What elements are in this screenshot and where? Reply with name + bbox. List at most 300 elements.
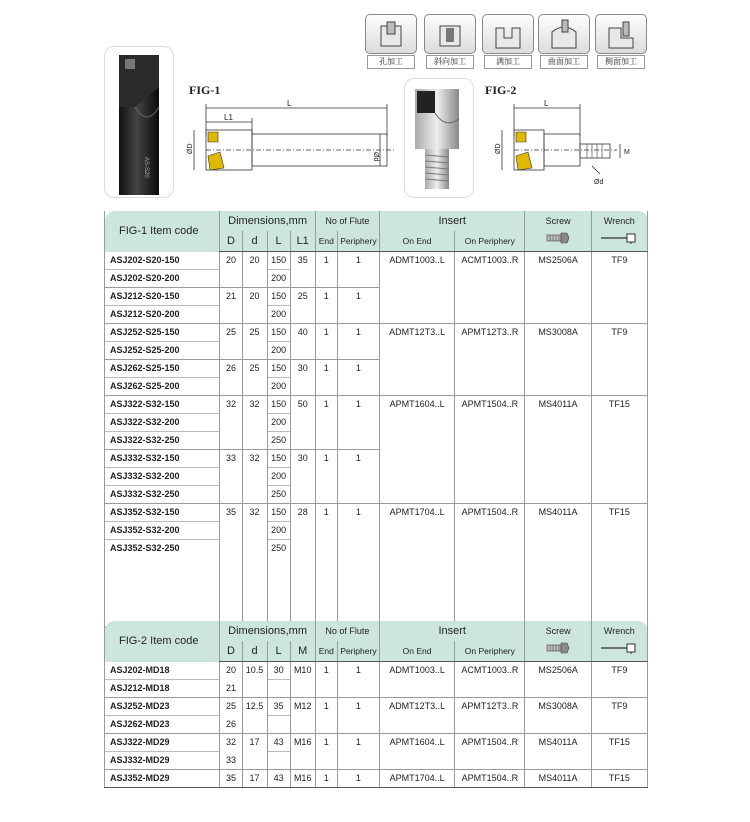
cell	[591, 342, 647, 360]
fig1-dim-L: L	[287, 99, 292, 108]
sub-header-1: D	[220, 231, 242, 252]
cell: 1	[337, 396, 379, 414]
item-code: ASJ332-S32-150	[105, 450, 220, 468]
cell: 35	[267, 698, 290, 716]
screw-icon-cell	[525, 641, 591, 662]
cell	[267, 680, 290, 698]
insert-header: Insert	[379, 211, 525, 231]
cell	[315, 522, 337, 540]
table-row	[105, 522, 648, 540]
cell	[379, 752, 454, 770]
empty-cell	[337, 557, 379, 628]
cell: 1	[315, 360, 337, 378]
cell: 1	[315, 770, 337, 788]
item-code: ASJ262-S25-200	[105, 378, 220, 396]
operation-5	[595, 14, 647, 68]
cell: MS3008A	[525, 698, 591, 716]
sub-header-2: d	[242, 641, 267, 662]
cell	[455, 342, 525, 360]
cell: 43	[267, 770, 290, 788]
table-row	[105, 396, 648, 414]
flute-header: No of Flute	[315, 621, 379, 641]
sub-header-4: M	[290, 641, 315, 662]
cell	[242, 414, 267, 432]
operation-label: 孔加工	[367, 55, 415, 69]
cell	[337, 522, 379, 540]
item-code: ASJ322-S32-250	[105, 432, 220, 450]
cell	[379, 414, 454, 432]
cell: 150	[267, 324, 290, 342]
empty-cell	[455, 557, 525, 628]
empty-cell	[290, 557, 315, 628]
table-row	[105, 504, 648, 522]
dimensions-header: Dimensions,mm	[220, 211, 315, 231]
flute-header: No of Flute	[315, 211, 379, 231]
cell	[242, 270, 267, 288]
table-row	[105, 342, 648, 360]
cell: 35	[290, 252, 315, 270]
item-code: ASJ352-S32-200	[105, 522, 220, 540]
cell	[379, 270, 454, 288]
cell	[242, 680, 267, 698]
item-code: ASJ252-S25-200	[105, 342, 220, 360]
cell	[591, 378, 647, 396]
empty-cell	[591, 557, 647, 628]
cell: 32	[242, 504, 267, 522]
cell	[379, 378, 454, 396]
cell: APMT1504..R	[455, 396, 525, 414]
cell: 1	[315, 396, 337, 414]
cell	[315, 540, 337, 558]
cell	[525, 414, 591, 432]
cell: 32	[242, 450, 267, 468]
cell	[591, 522, 647, 540]
cell: 200	[267, 414, 290, 432]
svg-text:AS-S20: AS-S20	[143, 157, 149, 178]
cell: 21	[220, 288, 242, 306]
cell: APMT1504..R	[455, 734, 525, 752]
cell: 33	[220, 752, 242, 770]
cell: APMT1704..L	[379, 504, 454, 522]
sub-header-6: Periphery	[337, 641, 379, 662]
cell: APMT1604..L	[379, 734, 454, 752]
cell	[315, 270, 337, 288]
operation-2	[424, 14, 476, 68]
cell: 30	[290, 360, 315, 378]
cell	[315, 468, 337, 486]
holder-image	[405, 79, 473, 197]
cell: ACMT1003..R	[455, 252, 525, 270]
cell: MS4011A	[525, 396, 591, 414]
cell	[337, 752, 379, 770]
cell: 1	[337, 770, 379, 788]
cell: TF9	[591, 324, 647, 342]
cell	[591, 414, 647, 432]
cell	[379, 716, 454, 734]
cell: 150	[267, 450, 290, 468]
operation-4	[538, 14, 590, 68]
item-code: ASJ252-MD23	[105, 698, 220, 716]
screw-header: Screw	[525, 621, 591, 641]
fig2-dim-D: ØD	[495, 143, 502, 154]
cell: M16	[290, 770, 315, 788]
cell	[290, 522, 315, 540]
cell	[455, 288, 525, 306]
cell	[267, 752, 290, 770]
table-row	[105, 468, 648, 486]
cell	[315, 486, 337, 504]
cell: 1	[315, 450, 337, 468]
cell: 250	[267, 486, 290, 504]
cell	[591, 360, 647, 378]
cell	[220, 270, 242, 288]
cell	[315, 414, 337, 432]
table-row	[105, 680, 648, 698]
cell	[337, 306, 379, 324]
sub-header-8: On Periphery	[455, 641, 525, 662]
screw-icon-cell	[525, 231, 591, 252]
cell: 25	[220, 698, 242, 716]
table-row	[105, 414, 648, 432]
item-code: ASJ212-S20-200	[105, 306, 220, 324]
cell	[220, 486, 242, 504]
item-code: ASJ262-MD23	[105, 716, 220, 734]
cell	[525, 486, 591, 504]
wrench-header: Wrench	[591, 211, 647, 231]
operation-1	[365, 14, 417, 68]
empty-cell	[242, 557, 267, 628]
cell: APMT1604..L	[379, 396, 454, 414]
cell: APMT12T3..R	[455, 698, 525, 716]
cell: 1	[315, 734, 337, 752]
cell: 25	[220, 324, 242, 342]
cell	[220, 378, 242, 396]
operation-label: 曲面加工	[540, 55, 588, 69]
screw-icon	[545, 232, 571, 244]
table-row	[105, 752, 648, 770]
table-row	[105, 360, 648, 378]
cell: APMT1704..L	[379, 770, 454, 788]
cell	[337, 432, 379, 450]
cell	[315, 306, 337, 324]
cell: 200	[267, 306, 290, 324]
cell: 1	[315, 504, 337, 522]
cell	[290, 716, 315, 734]
cell: 1	[337, 504, 379, 522]
item-code: ASJ332-S32-250	[105, 486, 220, 504]
cell	[337, 378, 379, 396]
cell	[290, 378, 315, 396]
wrench-icon	[599, 642, 639, 654]
cell: 150	[267, 504, 290, 522]
item-code-header: FIG-2 Item code	[105, 621, 220, 662]
cell: 1	[315, 324, 337, 342]
curved-surface-machining-icon	[538, 14, 590, 54]
table-row	[105, 734, 648, 752]
cell: MS3008A	[525, 324, 591, 342]
cell: ADMT12T3..L	[379, 698, 454, 716]
item-code: ASJ262-S25-150	[105, 360, 220, 378]
cell	[455, 468, 525, 486]
empty-cell	[379, 557, 454, 628]
sub-header-3: L	[267, 231, 290, 252]
fig2-title: FIG-2	[485, 83, 517, 97]
item-code: ASJ332-S32-200	[105, 468, 220, 486]
table-row	[105, 770, 648, 788]
cell: 150	[267, 288, 290, 306]
cell: 1	[337, 288, 379, 306]
cell: 17	[242, 770, 267, 788]
cell: 25	[290, 288, 315, 306]
cell: 25	[242, 324, 267, 342]
item-code: ASJ352-MD29	[105, 770, 220, 788]
cell	[379, 360, 454, 378]
wrench-icon-cell	[591, 641, 647, 662]
cell: MS2506A	[525, 252, 591, 270]
cell: 1	[315, 288, 337, 306]
cell	[267, 716, 290, 734]
fig1-dim-L1: L1	[224, 113, 233, 122]
cell	[290, 680, 315, 698]
cell	[455, 680, 525, 698]
table-row	[105, 288, 648, 306]
cell	[379, 306, 454, 324]
cell	[242, 752, 267, 770]
sub-header-2: d	[242, 231, 267, 252]
cell	[525, 450, 591, 468]
cell: 28	[290, 504, 315, 522]
cell: 32	[242, 396, 267, 414]
cell	[337, 486, 379, 504]
cell	[242, 522, 267, 540]
cell: 32	[220, 396, 242, 414]
cell: 200	[267, 468, 290, 486]
cell: 20	[242, 252, 267, 270]
cell	[379, 486, 454, 504]
cell	[315, 716, 337, 734]
end-mill-image	[105, 47, 173, 197]
item-code: ASJ332-MD29	[105, 752, 220, 770]
table-row	[105, 378, 648, 396]
sub-header-1: D	[220, 641, 242, 662]
cell: 150	[267, 360, 290, 378]
cell: 26	[220, 360, 242, 378]
cell	[525, 680, 591, 698]
cell	[290, 306, 315, 324]
cell	[525, 540, 591, 558]
cell: 35	[220, 770, 242, 788]
cell	[242, 342, 267, 360]
cell	[455, 540, 525, 558]
table-row	[105, 324, 648, 342]
cell	[525, 342, 591, 360]
wrench-header: Wrench	[591, 621, 647, 641]
cell: APMT1504..R	[455, 504, 525, 522]
sub-header-6: Periphery	[337, 231, 379, 252]
cell	[379, 450, 454, 468]
table-row	[105, 252, 648, 270]
cell	[220, 522, 242, 540]
hole-machining-icon	[365, 14, 417, 54]
cell	[290, 752, 315, 770]
cell: 1	[337, 324, 379, 342]
cell: 1	[315, 698, 337, 716]
cell: 150	[267, 252, 290, 270]
fig1-drawing	[184, 96, 404, 186]
cell	[455, 450, 525, 468]
fig2-drawing	[492, 96, 642, 186]
cell	[337, 414, 379, 432]
cell	[525, 288, 591, 306]
cell	[315, 342, 337, 360]
item-code: ASJ322-S32-150	[105, 396, 220, 414]
cell	[242, 378, 267, 396]
table-row	[105, 486, 648, 504]
cell	[315, 752, 337, 770]
cell: TF9	[591, 252, 647, 270]
cell	[315, 432, 337, 450]
cell: 17	[242, 734, 267, 752]
cell	[591, 450, 647, 468]
cell: 250	[267, 432, 290, 450]
cell: APMT12T3..R	[455, 324, 525, 342]
cell: ADMT1003..L	[379, 662, 454, 680]
sub-header-4: L1	[290, 231, 315, 252]
cell: M12	[290, 698, 315, 716]
operation-label: 满加工	[484, 55, 532, 69]
insert-header: Insert	[379, 621, 525, 641]
cell	[591, 540, 647, 558]
cell: 30	[267, 662, 290, 680]
cell: ACMT1003..R	[455, 662, 525, 680]
cell	[591, 486, 647, 504]
cell: 20	[220, 662, 242, 680]
cell: TF15	[591, 504, 647, 522]
cell: 26	[220, 716, 242, 734]
table-row	[105, 662, 648, 680]
cell	[379, 522, 454, 540]
cell	[242, 306, 267, 324]
cell	[337, 540, 379, 558]
cell: MS4011A	[525, 504, 591, 522]
cell	[379, 288, 454, 306]
cell: 1	[337, 450, 379, 468]
cell: ADMT12T3..L	[379, 324, 454, 342]
cell: M10	[290, 662, 315, 680]
item-code: ASJ202-S20-200	[105, 270, 220, 288]
cell	[591, 432, 647, 450]
cell	[242, 486, 267, 504]
cell	[220, 414, 242, 432]
item-code: ASJ352-S32-150	[105, 504, 220, 522]
item-code: ASJ212-MD18	[105, 680, 220, 698]
cell	[525, 270, 591, 288]
cell	[337, 716, 379, 734]
fig2-dim-d: Ød	[594, 179, 604, 186]
cell: 200	[267, 522, 290, 540]
sub-header-5: End	[315, 641, 337, 662]
screw-header: Screw	[525, 211, 591, 231]
cell: MS4011A	[525, 734, 591, 752]
cell: 1	[337, 252, 379, 270]
cell	[242, 468, 267, 486]
table-row	[105, 432, 648, 450]
cell: 200	[267, 342, 290, 360]
cell	[379, 342, 454, 360]
cell	[379, 468, 454, 486]
cell	[379, 680, 454, 698]
cell	[379, 432, 454, 450]
cell: MS2506A	[525, 662, 591, 680]
sub-header-8: On Periphery	[455, 231, 525, 252]
cell	[337, 270, 379, 288]
fig2-dim-M: M	[624, 149, 630, 156]
cell	[525, 468, 591, 486]
cell: TF9	[591, 698, 647, 716]
cell	[525, 378, 591, 396]
fig1-dim-D: ØD	[187, 143, 194, 154]
cell	[455, 486, 525, 504]
cell: TF9	[591, 662, 647, 680]
empty-cell	[267, 557, 290, 628]
cell: APMT1504..R	[455, 770, 525, 788]
cell: 43	[267, 734, 290, 752]
cell: 12.5	[242, 698, 267, 716]
item-code: ASJ322-MD29	[105, 734, 220, 752]
cell	[379, 540, 454, 558]
wrench-icon	[599, 232, 639, 244]
fig2-photo	[404, 78, 474, 198]
oblique-machining-icon	[424, 14, 476, 54]
cell: 1	[315, 252, 337, 270]
wrench-icon-cell	[591, 231, 647, 252]
cell: TF15	[591, 396, 647, 414]
cell: 250	[267, 540, 290, 558]
cell: TF15	[591, 770, 647, 788]
cell: 30	[290, 450, 315, 468]
fig1-title: FIG-1	[189, 83, 221, 97]
cell	[591, 288, 647, 306]
cell	[591, 468, 647, 486]
table-row	[105, 540, 648, 558]
cell	[315, 680, 337, 698]
cell	[591, 270, 647, 288]
cell	[337, 680, 379, 698]
cell	[525, 522, 591, 540]
cell: ADMT1003..L	[379, 252, 454, 270]
empty-cell	[220, 557, 242, 628]
cell	[525, 752, 591, 770]
cell: 1	[337, 734, 379, 752]
cell: 21	[220, 680, 242, 698]
cell	[455, 270, 525, 288]
cell: 200	[267, 378, 290, 396]
cell: 1	[337, 360, 379, 378]
operation-label: 斜向加工	[426, 55, 474, 69]
item-code: ASJ212-S20-150	[105, 288, 220, 306]
cell	[290, 342, 315, 360]
table-row	[105, 270, 648, 288]
cell: 35	[220, 504, 242, 522]
cell	[315, 378, 337, 396]
item-code: ASJ202-MD18	[105, 662, 220, 680]
cell	[525, 360, 591, 378]
empty-cell	[525, 557, 591, 628]
cell	[220, 342, 242, 360]
cell	[290, 432, 315, 450]
item-code-header: FIG-1 Item code	[105, 211, 220, 252]
cell	[290, 468, 315, 486]
